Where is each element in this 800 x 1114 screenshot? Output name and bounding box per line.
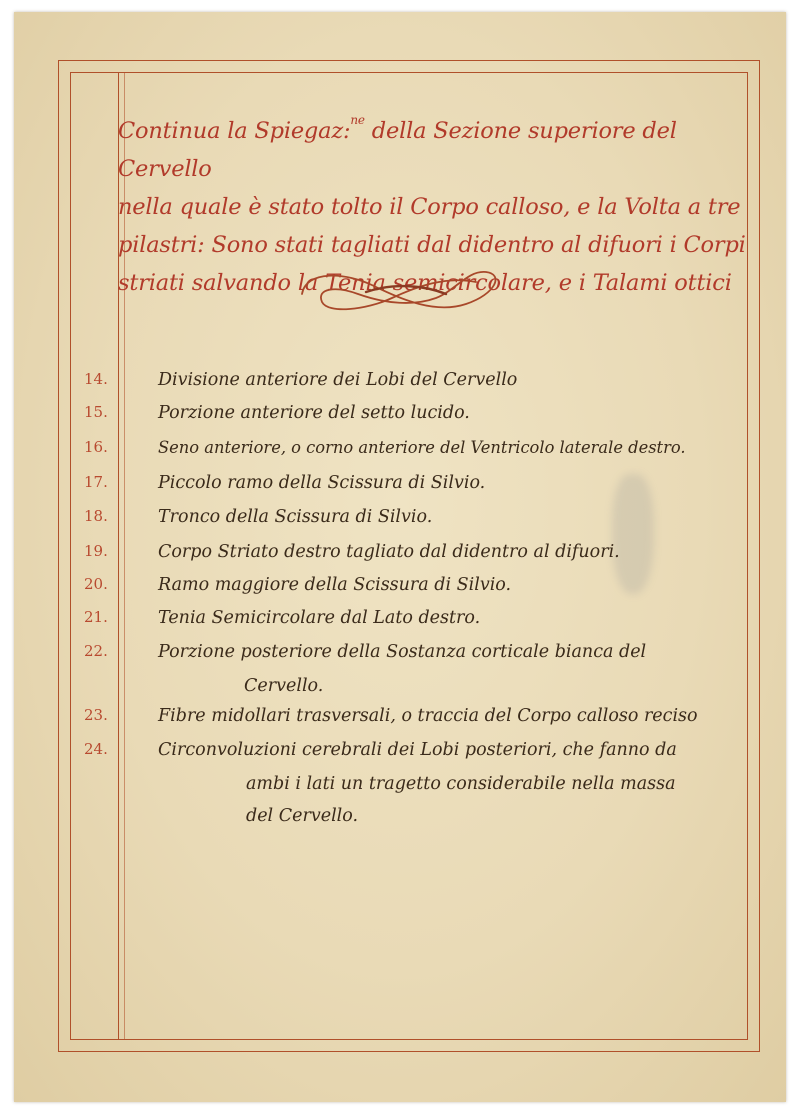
entry-number: 22. bbox=[84, 642, 108, 660]
entry-text: Ramo maggiore della Scissura di Silvio. bbox=[158, 575, 512, 595]
entry-number: 19. bbox=[84, 542, 108, 560]
entry-number: 21. bbox=[84, 608, 108, 626]
entry-text: Seno anteriore, o corno anteriore del Ventricolo laterale destro. bbox=[158, 438, 686, 457]
entry-number: 15. bbox=[84, 403, 108, 421]
entry-text: Porzione anteriore del setto lucido. bbox=[158, 403, 470, 423]
entry-text: Porzione posteriore della Sostanza corticale bianca del bbox=[158, 642, 647, 662]
entry-text: Tenia Semicircolare dal Lato destro. bbox=[158, 608, 481, 628]
heading-line-4: striati salvando la Tenia semicircolare, e i Talami ottici bbox=[118, 270, 732, 296]
entry-number: 24. bbox=[84, 740, 108, 758]
entry-number: 16. bbox=[84, 438, 108, 456]
entry-text: Tronco della Scissura di Silvio. bbox=[158, 507, 433, 527]
entry-text-continuation: ambi i lati un tragetto considerabile nella massa bbox=[246, 774, 676, 794]
heading-line-1-a: Continua la Spiegaz: bbox=[118, 118, 351, 144]
entry-number: 14. bbox=[84, 370, 108, 388]
heading-line-1-b: della Sezione superiore del Cervello bbox=[118, 118, 677, 182]
entry-text: Piccolo ramo della Scissura di Silvio. bbox=[158, 473, 486, 493]
heading-line-1 bbox=[118, 112, 748, 188]
entry-number: 18. bbox=[84, 507, 108, 525]
entry-text: Corpo Striato destro tagliato dal didentro al difuori. bbox=[158, 542, 620, 562]
entry-text: Fibre midollari trasversali, o traccia del Corpo calloso reciso bbox=[158, 706, 698, 726]
entry-text-continuation: del Cervello. bbox=[246, 806, 359, 826]
decorative-flourish bbox=[296, 264, 512, 320]
heading-superscript: ne bbox=[350, 113, 365, 127]
heading-line-3: pilastri: Sono stati tagliati dal didentro al difuori i Corpi bbox=[118, 232, 746, 258]
heading-line-2: nella quale è stato tolto il Corpo calloso, e la Volta a tre bbox=[118, 194, 741, 220]
entry-number: 23. bbox=[84, 706, 108, 724]
entry-text: Circonvoluzioni cerebrali dei Lobi posteriori, che fanno da bbox=[158, 740, 677, 760]
entry-text-continuation: Cervello. bbox=[244, 676, 324, 696]
entry-number: 20. bbox=[84, 575, 108, 593]
entry-number: 17. bbox=[84, 473, 108, 491]
entry-text: Divisione anteriore dei Lobi del Cervello bbox=[158, 370, 518, 390]
